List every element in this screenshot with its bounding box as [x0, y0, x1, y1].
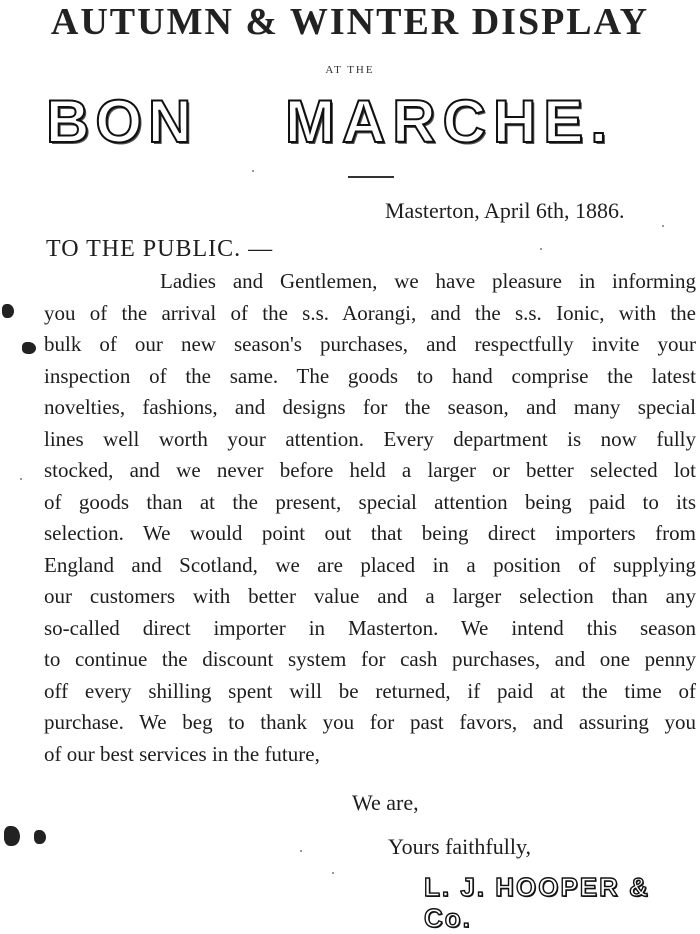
- ink-speck: [300, 850, 302, 852]
- closing-yours-faithfully: Yours faithfully,: [388, 834, 532, 859]
- ink-speck: [332, 872, 334, 874]
- dateline: Masterton, April 6th, 1886.: [385, 198, 625, 223]
- ink-blot: [2, 304, 14, 318]
- headline: AUTUMN & WINTER DISPLAY: [50, 1, 650, 43]
- body-line: of our best services in the future,: [44, 741, 320, 766]
- body-line: selection. We would point out that being direct importers from: [44, 521, 696, 545]
- closing-we-are: We are,: [352, 790, 419, 815]
- body-line: off every shilling spent will be returned, if paid at the time of: [44, 678, 696, 703]
- ink-speck: [20, 478, 22, 480]
- body-line: you of the arrival of the s.s. Aorangi, and the s.s. Ionic, with the: [44, 300, 696, 325]
- ink-speck: [540, 248, 542, 250]
- divider-rule: [348, 176, 394, 178]
- brand-word-marche: MARCHE.: [285, 88, 614, 155]
- letter-body: [44, 266, 696, 770]
- body-line: inspection of the same. The goods to hand comprise the latest: [44, 363, 696, 388]
- body-line: lines well worth your attention. Every department is now fully: [44, 426, 696, 451]
- body-line: England and Scotland, we are placed in a position of supplying: [44, 552, 696, 577]
- body-line: novelties, fashions, and designs for the season, and many special: [44, 395, 696, 419]
- brand-word-bon: BON: [46, 88, 198, 155]
- body-line: our customers with better value and a larger selection than any: [44, 584, 696, 608]
- body-line: Ladies and Gentlemen, we have pleasure in informing: [160, 269, 696, 293]
- at-the-label: AT THE: [325, 64, 375, 76]
- body-line: purchase. We beg to thank you for past favors, and assuring you: [44, 710, 696, 734]
- ink-speck: [662, 225, 664, 227]
- signature: L. J. HOOPER & Co.: [424, 872, 650, 933]
- body-line: to continue the discount system for cash purchases, and one penny: [44, 647, 696, 671]
- ink-blot: [22, 342, 36, 354]
- body-line: stocked, and we never before held a larger or better selected lot: [44, 458, 696, 482]
- salutation: TO THE PUBLIC. —: [46, 236, 274, 262]
- body-line: so-called direct importer in Masterton. We intend this season: [44, 615, 696, 640]
- ink-speck: [252, 170, 254, 172]
- ink-blot: [34, 830, 46, 844]
- body-line: bulk of our new season's purchases, and respectfully invite your: [44, 332, 696, 356]
- ink-blot: [4, 826, 20, 846]
- body-line: of goods than at the present, special attention being paid to its: [44, 489, 696, 514]
